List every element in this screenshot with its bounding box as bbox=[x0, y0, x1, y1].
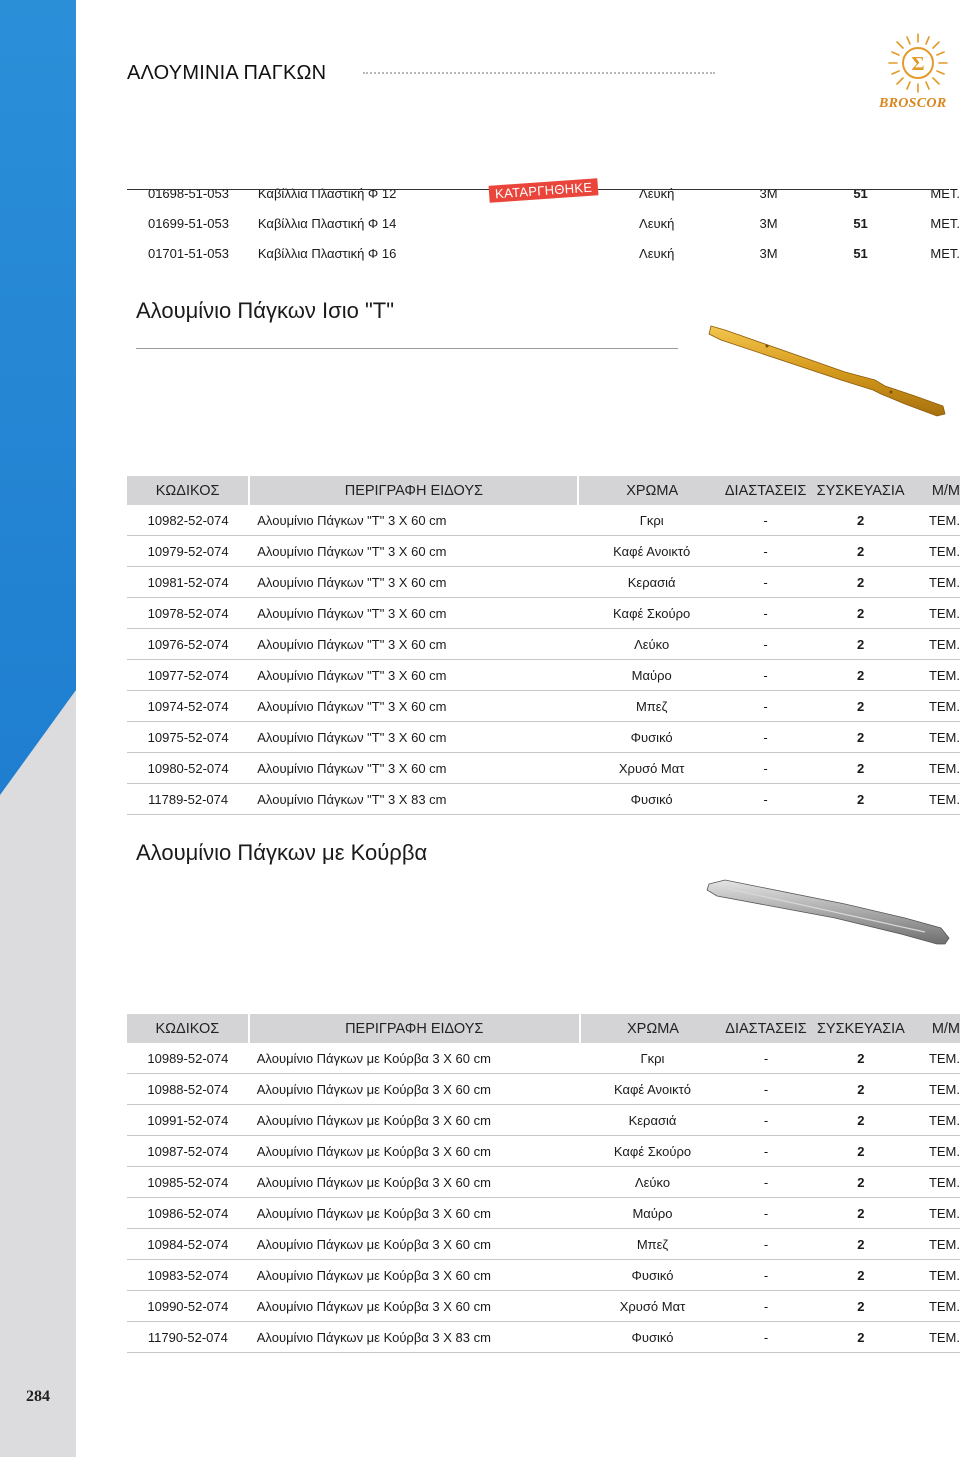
cell-code: 10987-52-074 bbox=[127, 1136, 249, 1167]
cell-description: Καβίλλια Πλαστική Φ 16 bbox=[257, 245, 397, 261]
table-row bbox=[127, 660, 960, 691]
header-package: ΣΥΣΚΕΥΑΣΙΑ bbox=[807, 1014, 915, 1043]
cell-description: Αλουμίνιο Πάγκων με Κούρβα 3 Χ 60 cm bbox=[249, 1136, 580, 1167]
cell-description: Αλουμίνιο Πάγκων με Κούρβα 3 Χ 60 cm bbox=[249, 1198, 580, 1229]
cell-description: Αλουμίνιο Πάγκων "Τ" 3 Χ 60 cm bbox=[249, 629, 578, 660]
table-row bbox=[127, 1105, 960, 1136]
cell-unit: ΜΕΤ. bbox=[930, 245, 960, 261]
header-dimensions: ΔΙΑΣΤΑΣΕΙΣ bbox=[725, 476, 806, 505]
discontinued-stamp: ΚΑΤΑΡΓΗΘΗΚΕ bbox=[489, 178, 599, 203]
cell-code: 10974-52-074 bbox=[127, 691, 249, 722]
cell-dimensions: - bbox=[725, 1322, 806, 1353]
cell-package: 2 bbox=[806, 660, 915, 691]
table-row bbox=[127, 1198, 960, 1229]
cell-dimensions: - bbox=[725, 1105, 806, 1136]
cell-color: Λεύκο bbox=[578, 629, 724, 660]
cell-unit: ΤΕΜ. bbox=[915, 722, 960, 753]
section-curve-table bbox=[127, 1014, 960, 1353]
section-t-table bbox=[127, 476, 960, 815]
header-code: ΚΩΔΙΚΟΣ bbox=[127, 476, 249, 505]
cell-unit: ΤΕΜ. bbox=[915, 660, 960, 691]
cell-package: 2 bbox=[807, 1136, 915, 1167]
cell-color: Φυσικό bbox=[578, 722, 724, 753]
cell-description: Αλουμίνιο Πάγκων "Τ" 3 Χ 60 cm bbox=[249, 691, 578, 722]
cell-description: Αλουμίνιο Πάγκων με Κούρβα 3 Χ 60 cm bbox=[249, 1291, 580, 1322]
cell-code: 10981-52-074 bbox=[127, 567, 249, 598]
cell-code: 10984-52-074 bbox=[127, 1229, 249, 1260]
table-row bbox=[127, 722, 960, 753]
cell-package: 2 bbox=[806, 722, 915, 753]
cell-package: 2 bbox=[807, 1167, 915, 1198]
table-row bbox=[127, 1167, 960, 1198]
cell-color: Καφέ Ανοικτό bbox=[578, 536, 724, 567]
cell-code: 01701-51-053 bbox=[147, 245, 229, 261]
cell-color: Κερασιά bbox=[578, 567, 724, 598]
cell-dimensions: - bbox=[725, 1136, 806, 1167]
cell-dimensions: - bbox=[725, 660, 806, 691]
cell-code: 10979-52-074 bbox=[127, 536, 249, 567]
header-package: ΣΥΣΚΕΥΑΣΙΑ bbox=[806, 476, 915, 505]
cell-package: 2 bbox=[807, 1074, 915, 1105]
table-row bbox=[127, 753, 960, 784]
cell-unit: ΤΕΜ. bbox=[915, 1136, 960, 1167]
table-row bbox=[127, 238, 960, 268]
cell-unit: ΤΕΜ. bbox=[915, 1229, 960, 1260]
cell-color: Λευκή bbox=[639, 215, 675, 231]
section-t-title: Αλουμίνιο Πάγκων Ισιο "Τ" bbox=[136, 298, 395, 323]
cell-code: 10988-52-074 bbox=[127, 1074, 249, 1105]
cell-code: 10983-52-074 bbox=[127, 1260, 249, 1291]
cell-dimensions: - bbox=[725, 1198, 806, 1229]
cell-description: Αλουμίνιο Πάγκων "Τ" 3 Χ 60 cm bbox=[249, 598, 578, 629]
cell-color: Γκρι bbox=[578, 505, 724, 536]
header-color: ΧΡΩΜΑ bbox=[580, 1014, 726, 1043]
cell-code: 10976-52-074 bbox=[127, 629, 249, 660]
cell-dimensions: - bbox=[725, 1074, 806, 1105]
cell-dimensions: 3M bbox=[759, 215, 778, 231]
cell-description: Αλουμίνιο Πάγκων με Κούρβα 3 Χ 60 cm bbox=[249, 1074, 580, 1105]
cell-dimensions: - bbox=[725, 629, 806, 660]
cell-code: 10975-52-074 bbox=[127, 722, 249, 753]
cell-unit: ΤΕΜ. bbox=[915, 567, 960, 598]
cell-description: Αλουμίνιο Πάγκων "Τ" 3 Χ 60 cm bbox=[249, 753, 578, 784]
section-curve-title: Αλουμίνιο Πάγκων με Κούρβα bbox=[136, 840, 428, 865]
cell-color: Λευκή bbox=[639, 245, 675, 261]
cell-dimensions: 3M bbox=[759, 245, 778, 261]
cell-unit: ΤΕΜ. bbox=[915, 1043, 960, 1074]
cell-unit: ΤΕΜ. bbox=[915, 629, 960, 660]
cell-description: Αλουμίνιο Πάγκων με Κούρβα 3 Χ 60 cm bbox=[249, 1043, 580, 1074]
cell-package: 2 bbox=[806, 505, 915, 536]
cell-description: Αλουμίνιο Πάγκων με Κούρβα 3 Χ 60 cm bbox=[249, 1260, 580, 1291]
cell-package: 2 bbox=[806, 784, 915, 815]
cell-color: Φυσικό bbox=[580, 1322, 726, 1353]
cell-package: 2 bbox=[807, 1260, 915, 1291]
cell-unit: ΤΕΜ. bbox=[915, 598, 960, 629]
cell-description: Αλουμίνιο Πάγκων "Τ" 3 Χ 60 cm bbox=[249, 722, 578, 753]
cell-unit: ΤΕΜ. bbox=[915, 536, 960, 567]
cell-description: Αλουμίνιο Πάγκων με Κούρβα 3 Χ 60 cm bbox=[249, 1167, 580, 1198]
cell-package: 51 bbox=[853, 245, 868, 261]
table-row bbox=[127, 1074, 960, 1105]
cell-color: Λευκή bbox=[639, 185, 675, 201]
cell-description: Αλουμίνιο Πάγκων "Τ" 3 Χ 60 cm bbox=[249, 505, 578, 536]
brand-name: BROSCOR bbox=[879, 96, 947, 111]
header-color: ΧΡΩΜΑ bbox=[578, 476, 724, 505]
cell-code: 10982-52-074 bbox=[127, 505, 249, 536]
cell-color: Μπεζ bbox=[580, 1229, 726, 1260]
cell-description: Αλουμίνιο Πάγκων με Κούρβα 3 Χ 60 cm bbox=[249, 1105, 580, 1136]
cell-code: 11789-52-074 bbox=[127, 784, 249, 815]
cell-package: 2 bbox=[807, 1322, 915, 1353]
table-row bbox=[127, 1136, 960, 1167]
cell-description: Καβίλλια Πλαστική Φ 14 bbox=[257, 215, 397, 231]
aluminium-t-profile-image bbox=[705, 322, 950, 422]
cell-unit: ΤΕΜ. bbox=[915, 784, 960, 815]
cell-unit: ΤΕΜ. bbox=[915, 1260, 960, 1291]
cell-dimensions: - bbox=[725, 536, 806, 567]
cell-unit: ΤΕΜ. bbox=[915, 505, 960, 536]
table-row bbox=[127, 1260, 960, 1291]
cell-dimensions: - bbox=[725, 505, 806, 536]
cell-package: 2 bbox=[806, 598, 915, 629]
table-row bbox=[127, 1322, 960, 1353]
cell-code: 10978-52-074 bbox=[127, 598, 249, 629]
cell-unit: ΤΕΜ. bbox=[915, 1167, 960, 1198]
cell-code: 11790-52-074 bbox=[127, 1322, 249, 1353]
cell-unit: ΤΕΜ. bbox=[915, 1105, 960, 1136]
cell-color: Καφέ Σκούρο bbox=[578, 598, 724, 629]
cell-dimensions: - bbox=[725, 784, 806, 815]
cell-code: 10977-52-074 bbox=[127, 660, 249, 691]
table-row bbox=[127, 784, 960, 815]
cell-code: 10990-52-074 bbox=[127, 1291, 249, 1322]
cell-color: Κερασιά bbox=[580, 1105, 726, 1136]
cell-dimensions: - bbox=[725, 598, 806, 629]
cell-package: 51 bbox=[853, 215, 868, 231]
cell-unit: ΤΕΜ. bbox=[915, 1074, 960, 1105]
cell-description: Αλουμίνιο Πάγκων "Τ" 3 Χ 83 cm bbox=[249, 784, 578, 815]
cell-dimensions: - bbox=[725, 753, 806, 784]
cell-dimensions: - bbox=[725, 1260, 806, 1291]
cell-unit: ΜΕΤ. bbox=[930, 215, 960, 231]
cell-code: 10989-52-074 bbox=[127, 1043, 249, 1074]
cell-package: 51 bbox=[853, 185, 868, 201]
cell-dimensions: - bbox=[725, 1291, 806, 1322]
cell-package: 2 bbox=[807, 1105, 915, 1136]
header-code: ΚΩΔΙΚΟΣ bbox=[127, 1014, 249, 1043]
cell-code: 10986-52-074 bbox=[127, 1198, 249, 1229]
cell-code: 10991-52-074 bbox=[127, 1105, 249, 1136]
cell-dimensions: - bbox=[725, 1043, 806, 1074]
header-unit: Μ/Μ bbox=[915, 476, 960, 505]
page-number: 284 bbox=[26, 1388, 50, 1405]
cell-dimensions: - bbox=[725, 691, 806, 722]
cell-code: 01698-51-053 bbox=[147, 185, 229, 201]
cell-color: Χρυσό Ματ bbox=[580, 1291, 726, 1322]
cell-package: 2 bbox=[806, 567, 915, 598]
cell-color: Χρυσό Ματ bbox=[578, 753, 724, 784]
cell-description: Αλουμίνιο Πάγκων με Κούρβα 3 Χ 60 cm bbox=[249, 1229, 580, 1260]
cell-dimensions: - bbox=[725, 1167, 806, 1198]
cell-package: 2 bbox=[806, 629, 915, 660]
table-row bbox=[127, 505, 960, 536]
cell-code: 10980-52-074 bbox=[127, 753, 249, 784]
cell-dimensions: - bbox=[725, 567, 806, 598]
table-row bbox=[127, 536, 960, 567]
cell-package: 2 bbox=[807, 1198, 915, 1229]
cell-dimensions: - bbox=[725, 1229, 806, 1260]
cell-package: 2 bbox=[806, 536, 915, 567]
cell-package: 2 bbox=[807, 1291, 915, 1322]
cell-color: Λεύκο bbox=[580, 1167, 726, 1198]
cell-description: Αλουμίνιο Πάγκων "Τ" 3 Χ 60 cm bbox=[249, 536, 578, 567]
header-dimensions: ΔΙΑΣΤΑΣΕΙΣ bbox=[725, 1014, 806, 1043]
cell-color: Καφέ Σκούρο bbox=[580, 1136, 726, 1167]
header-description: ΠΕΡΙΓΡΑΦΗ ΕΙΔΟΥΣ bbox=[249, 476, 578, 505]
section-t-rule bbox=[136, 348, 678, 349]
table-row bbox=[127, 1229, 960, 1260]
header-description: ΠΕΡΙΓΡΑΦΗ ΕΙΔΟΥΣ bbox=[249, 1014, 580, 1043]
cell-code: 01699-51-053 bbox=[147, 215, 229, 231]
cell-package: 2 bbox=[807, 1229, 915, 1260]
cell-unit: ΤΕΜ. bbox=[915, 1198, 960, 1229]
cell-unit: ΜΕΤ. bbox=[930, 185, 960, 201]
cell-description: Αλουμίνιο Πάγκων με Κούρβα 3 Χ 83 cm bbox=[249, 1322, 580, 1353]
page-title: ΑΛΟΥΜΙΝΙΑ ΠΑΓΚΩΝ bbox=[127, 62, 327, 84]
title-dotted-rule bbox=[363, 72, 715, 74]
cell-package: 2 bbox=[806, 691, 915, 722]
cell-unit: ΤΕΜ. bbox=[915, 753, 960, 784]
table-row bbox=[127, 629, 960, 660]
cell-package: 2 bbox=[807, 1043, 915, 1074]
cell-dimensions: - bbox=[725, 722, 806, 753]
table-row bbox=[127, 567, 960, 598]
svg-text:Σ: Σ bbox=[911, 53, 925, 75]
table-row bbox=[127, 208, 960, 238]
table-row bbox=[127, 598, 960, 629]
cell-color: Μαύρο bbox=[580, 1198, 726, 1229]
sidebar-blue-band bbox=[0, 0, 76, 795]
cell-description: Αλουμίνιο Πάγκων "Τ" 3 Χ 60 cm bbox=[249, 660, 578, 691]
cell-dimensions: 3M bbox=[759, 185, 778, 201]
aluminium-curve-profile-image bbox=[705, 874, 955, 954]
table-row bbox=[127, 1291, 960, 1322]
cell-color: Φυσικό bbox=[578, 784, 724, 815]
cell-description: Αλουμίνιο Πάγκων "Τ" 3 Χ 60 cm bbox=[249, 567, 578, 598]
cell-package: 2 bbox=[806, 753, 915, 784]
cell-code: 10985-52-074 bbox=[127, 1167, 249, 1198]
cell-color: Μαύρο bbox=[578, 660, 724, 691]
cell-unit: ΤΕΜ. bbox=[915, 691, 960, 722]
cell-color: Καφέ Ανοικτό bbox=[580, 1074, 726, 1105]
cell-unit: ΤΕΜ. bbox=[915, 1291, 960, 1322]
cell-unit: ΤΕΜ. bbox=[915, 1322, 960, 1353]
cell-color: Γκρι bbox=[580, 1043, 726, 1074]
header-unit: Μ/Μ bbox=[915, 1014, 960, 1043]
cell-color: Φυσικό bbox=[580, 1260, 726, 1291]
sun-icon bbox=[876, 28, 960, 98]
cell-color: Μπεζ bbox=[578, 691, 724, 722]
table-row bbox=[127, 1043, 960, 1074]
cell-description: Καβίλλια Πλαστική Φ 12 bbox=[257, 185, 397, 201]
table-row bbox=[127, 691, 960, 722]
